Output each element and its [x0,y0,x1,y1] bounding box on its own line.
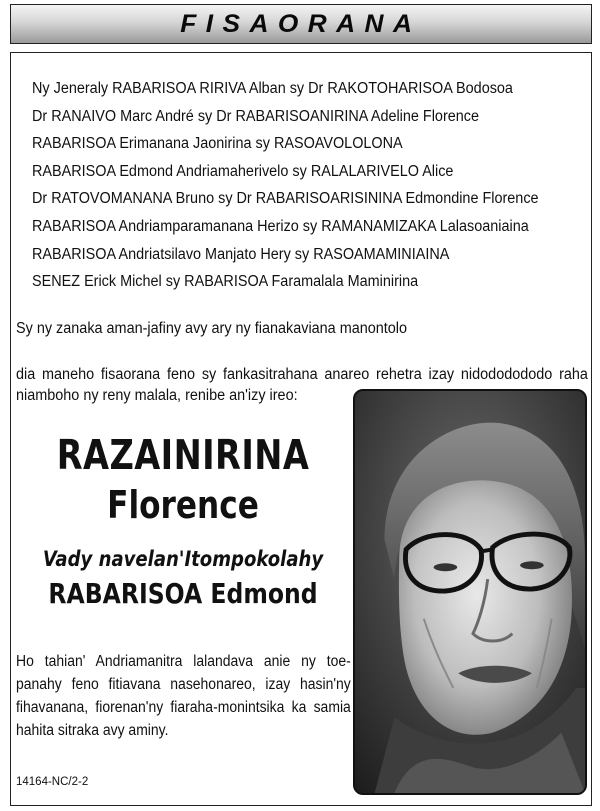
family-summary: Sy ny zanaka aman-jafiny avy ary ny fianakaviana manontolo [16,320,408,337]
blessing-message: Ho tahian' Andriamanitra lalandava anie ny toe-panahy feno fitiavana nasehonareo, izay hasin'ny fihavanana, fiorenan'ny fiaraha-monintsika ka samia hahita sitraka avy aminy. [16,653,351,739]
family-couple: RABARISOA Andriamparamanana Herizo sy RAMANAMIZAKA Lalasoaniaina [32,217,529,235]
family-couple: RABARISOA Erimanana Jaonirina sy RASOAVOLOLONA [32,135,403,153]
family-list [32,75,582,296]
portrait-image [355,391,585,793]
notice-header [10,4,592,44]
deceased-block [18,430,348,614]
family-couple: Dr RANAIVO Marc André sy Dr RABARISOANIRINA Adeline Florence [32,107,480,125]
notice-title: FISAORANA [180,9,422,38]
notice-page [8,0,594,811]
thanks-paragraph: dia maneho fisaorana feno sy fankasitrahana anareo rehetra izay nidododododo raha niamboho ny reny malala, renibe an'izy ireo: [16,366,588,404]
family-couple: RABARISOA Edmond Andriamaherivelo sy RALALARIVELO Alice [32,162,454,180]
husband-name: RABARISOA Edmond [48,577,318,610]
family-couple: SENEZ Erick Michel sy RABARISOA Faramalala Maminirina [32,273,419,291]
family-couple: RABARISOA Andriatsilavo Manjato Hery sy RASOAMAMINIAINA [32,245,450,263]
portrait-photo [353,389,587,795]
relation-line: Vady navelan'Itompokolahy [42,547,324,571]
deceased-given-name: Florence [107,483,259,527]
family-couple: Dr RATOVOMANANA Bruno sy Dr RABARISOARISININA Edmondine Florence [32,190,539,208]
reference-code: 14164-NC/2-2 [16,776,89,788]
family-couple: Ny Jeneraly RABARISOA RIRIVA Alban sy Dr RAKOTOHARISOA Bodosoa [32,80,513,97]
deceased-surname: RAZAINIRINA [56,431,310,479]
